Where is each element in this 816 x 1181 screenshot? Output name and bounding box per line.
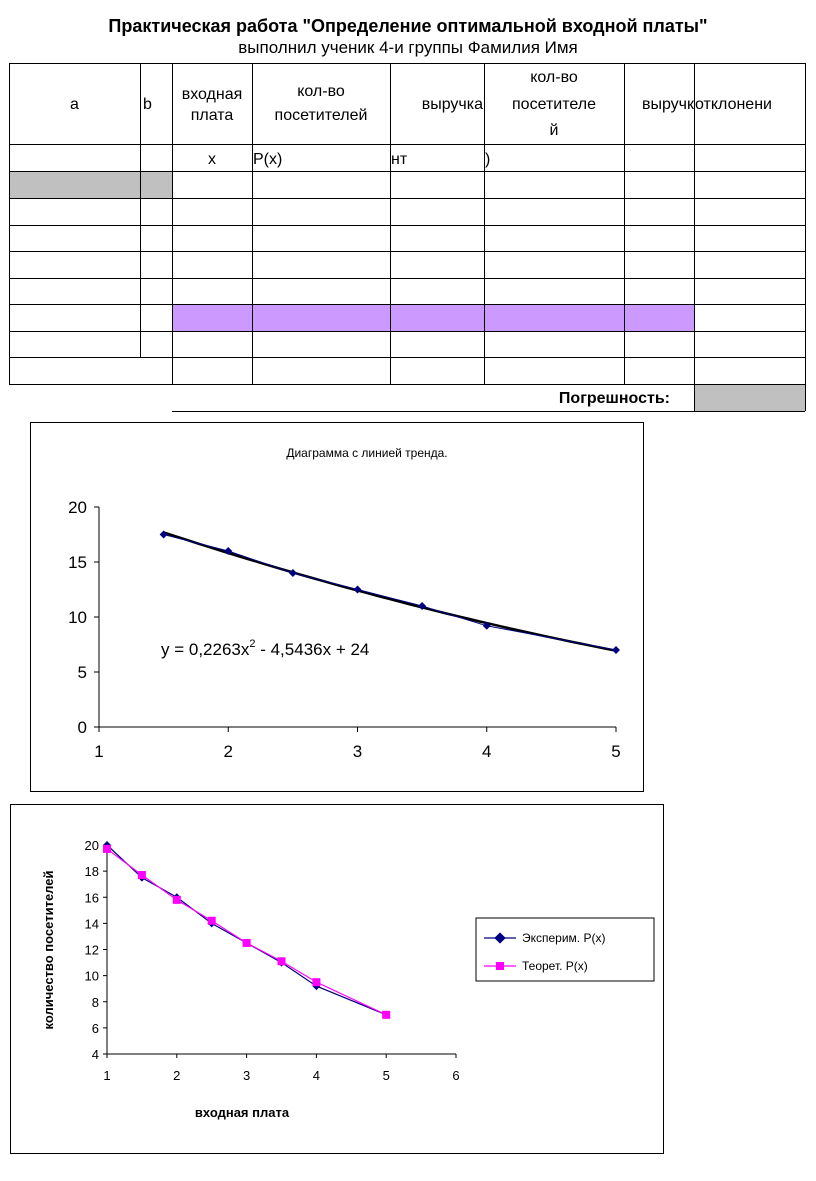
chart-title: Диаграмма с линией тренда.: [286, 446, 448, 460]
x-tick-label: 2: [223, 742, 233, 761]
grid-line: [9, 225, 805, 226]
y-tick-label: 10: [84, 968, 99, 984]
grid-line: [9, 384, 805, 385]
legend-label-exp: Эксперим. P(x): [522, 931, 606, 945]
data-point: [382, 1011, 390, 1019]
trend-chart-svg: [31, 423, 643, 791]
header-deviation: отклонени: [695, 96, 772, 113]
x-tick-label: 5: [382, 1068, 390, 1083]
grid-line: [9, 198, 805, 199]
comparison-chart-svg: [11, 805, 663, 1153]
grid-line: [694, 63, 695, 411]
grid-line: [9, 304, 805, 305]
subheader-x: x: [208, 151, 216, 168]
y-tick-label: 20: [68, 498, 87, 517]
data-point: [138, 871, 146, 879]
data-point: [312, 978, 320, 986]
error-label: Погрешность:: [558, 390, 670, 407]
trendline-equation: $y = 0,2263x^2 - 4,5436x + 24$: [161, 638, 370, 659]
grey-fill-ab: [9, 172, 172, 198]
y-tick-label: 14: [84, 916, 99, 932]
grid-line: [9, 63, 805, 64]
x-tick-label: 6: [452, 1068, 460, 1083]
data-point: [103, 845, 111, 853]
x-tick-label: 3: [352, 742, 363, 761]
y-tick-label: 16: [84, 890, 99, 906]
y-tick-label: 12: [84, 942, 99, 958]
header-b: b: [143, 96, 152, 113]
x-tick-label: 4: [482, 742, 492, 761]
x-tick-label: 4: [312, 1068, 321, 1083]
x-tick-label: 1: [103, 1068, 111, 1083]
y-tick-label: 10: [68, 608, 87, 627]
data-point: [173, 896, 181, 904]
header-visitors2-2: посетителе: [512, 96, 596, 113]
data-point: [208, 917, 216, 925]
series-line: [164, 535, 616, 651]
grid-line: [9, 278, 805, 279]
y-tick-label: 20: [84, 838, 99, 853]
spreadsheet-table: [0, 0, 816, 420]
data-point: [278, 957, 286, 965]
series-line-1: [107, 845, 386, 1015]
x-tick-label: 2: [173, 1068, 181, 1083]
grid-line: [9, 144, 805, 145]
violet-fill-row: [172, 304, 695, 331]
document-subtitle: выполнил ученик 4-и группы Фамилия Имя: [238, 38, 578, 57]
grid-line: [805, 63, 806, 411]
y-tick-label: 6: [91, 1020, 99, 1036]
y-tick-label: 5: [77, 663, 87, 682]
y-axis-label: количество посетителей: [41, 870, 56, 1030]
x-tick-label: 3: [242, 1068, 251, 1083]
header-visitors-2: посетителей: [274, 107, 368, 124]
comparison-chart: [10, 804, 664, 1154]
grid-line: [9, 331, 805, 332]
header-revenue: выручка: [421, 96, 483, 113]
document-title: Практическая работа "Определение оптимальной входной платы": [108, 16, 708, 36]
y-tick-label: 0: [77, 718, 87, 737]
header-visitors2-1: кол-во: [530, 69, 578, 86]
x-axis-label: входная плата: [194, 1105, 290, 1120]
subheader-px: P(x): [253, 151, 283, 168]
y-tick-label: 8: [91, 994, 99, 1010]
subheader-paren: ): [485, 151, 491, 168]
grid-line: [9, 251, 805, 252]
legend: [476, 918, 654, 981]
data-point: [612, 646, 620, 654]
y-tick-label: 15: [68, 553, 87, 572]
trend-line: [164, 532, 616, 650]
grid-line: [9, 357, 805, 358]
data-point: [289, 569, 297, 577]
grey-fill-error: [695, 385, 805, 411]
data-point: [160, 531, 168, 539]
header-visitors-1: кол-во: [297, 83, 345, 100]
x-tick-label: 5: [611, 742, 621, 761]
legend-label-theor: Теорет. P(x): [522, 959, 588, 973]
series-line-2: [107, 849, 386, 1015]
grid-line: [172, 411, 805, 412]
y-tick-label: 4: [91, 1047, 99, 1062]
grid-line: [9, 171, 805, 172]
header-fee-2: плата: [190, 107, 234, 124]
header-revenue2: выручк: [641, 96, 694, 113]
header-a: a: [70, 96, 79, 113]
x-tick-label: 1: [94, 742, 104, 761]
y-tick-label: 18: [84, 864, 99, 880]
header-fee-1: входная: [181, 86, 243, 103]
subheader-nt: нт: [391, 151, 408, 168]
trend-chart: [30, 422, 644, 792]
square-marker-icon: [496, 962, 504, 970]
data-point: [243, 939, 251, 947]
header-visitors2-3: й: [549, 122, 559, 139]
